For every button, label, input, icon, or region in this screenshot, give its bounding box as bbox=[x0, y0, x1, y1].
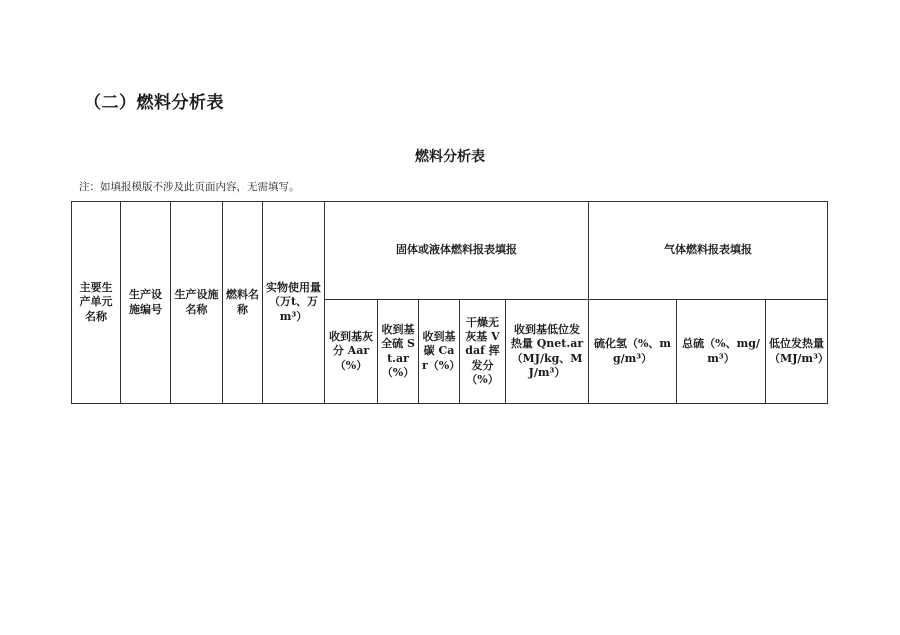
header-actual-usage: 实物使用量（万t、万 m³） bbox=[263, 202, 325, 404]
header-facility-name: 生产设施名称 bbox=[171, 202, 223, 404]
header-solid-liquid-group: 固体或液体燃料报表填报 bbox=[325, 202, 589, 300]
fuel-analysis-table bbox=[71, 201, 828, 404]
header-fuel-name: 燃料名称 bbox=[223, 202, 263, 404]
section-title: （二）燃料分析表 bbox=[84, 93, 224, 113]
header-total-sulfur: 总硫（%、mg/m³） bbox=[677, 300, 766, 404]
fill-note: 注：如填报模版不涉及此页面内容，无需填写。 bbox=[79, 181, 300, 193]
header-aar: 收到基灰分 Aar（%） bbox=[325, 300, 378, 404]
header-car: 收到基碳 Car（%） bbox=[419, 300, 460, 404]
header-qnet: 收到基低位发热量 Qnet.ar（MJ/kg、MJ/m³） bbox=[506, 300, 589, 404]
table-title: 燃料分析表 bbox=[415, 149, 485, 165]
header-facility-code: 生产设施编号 bbox=[121, 202, 171, 404]
header-h2s: 硫化氢（%、mg/m³） bbox=[589, 300, 677, 404]
header-gas-group: 气体燃料报表填报 bbox=[589, 202, 828, 300]
header-low-heat: 低位发热量（MJ/m³） bbox=[766, 300, 828, 404]
header-unit-name: 主要生产单元名称 bbox=[72, 202, 121, 404]
header-vdaf: 干燥无灰基 Vdaf 挥发分（%） bbox=[460, 300, 506, 404]
header-star: 收到基全硫 St.ar（%） bbox=[378, 300, 419, 404]
